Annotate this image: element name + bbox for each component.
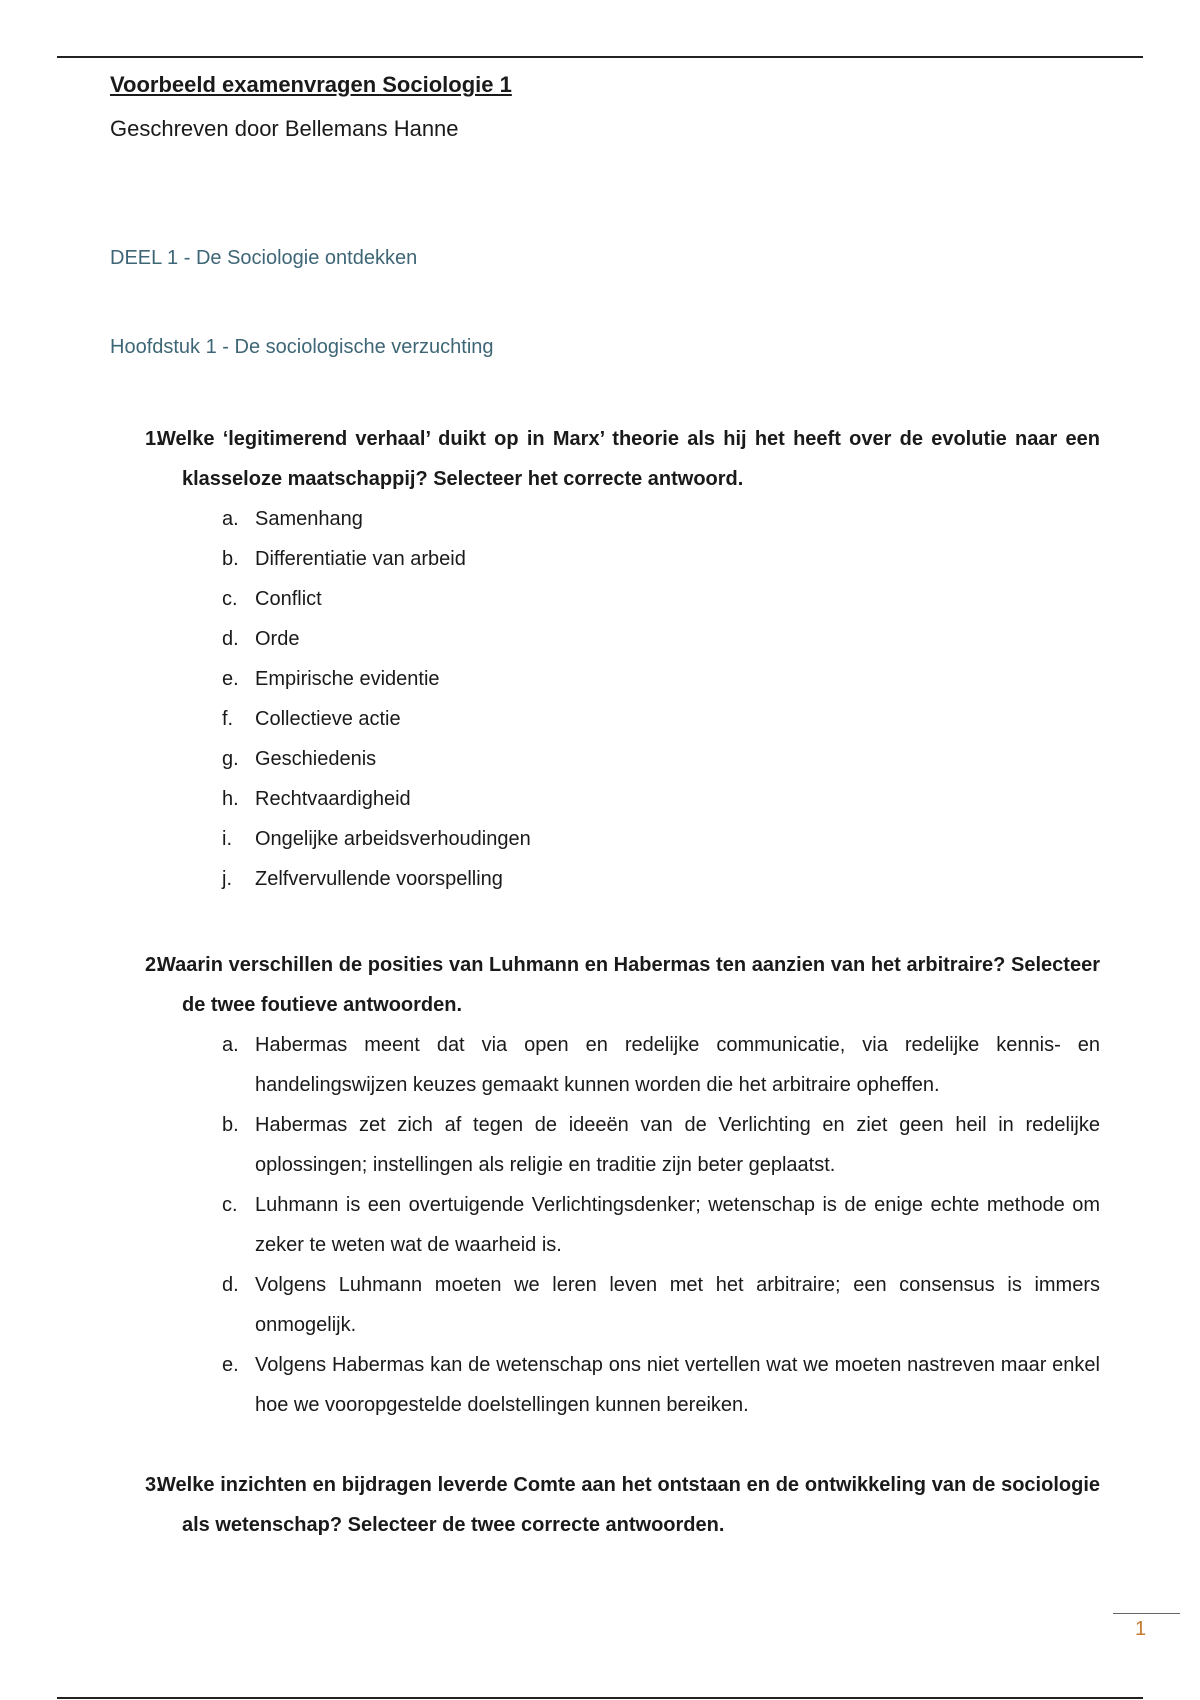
question-2 — [145, 945, 1100, 1425]
answer-letter: c. — [222, 1194, 238, 1216]
answer-letter: c. — [222, 588, 238, 610]
answer-option — [222, 499, 1100, 539]
page-number-rule — [1113, 1613, 1180, 1614]
answer-option — [222, 859, 1100, 899]
answer-option — [222, 1025, 1100, 1105]
answer-option — [222, 1345, 1100, 1425]
answer-text: Zelfvervullende voorspelling — [255, 868, 503, 890]
answer-letter: g. — [222, 748, 239, 770]
bottom-rule — [57, 1697, 1143, 1699]
answer-text: Conflict — [255, 588, 322, 610]
answer-text: Orde — [255, 628, 300, 650]
question-text: Waarin verschillen de posities van Luhmann en Habermas ten aanzien van het arbitraire? Selecteer de twee foutieve antwoorden. — [157, 954, 1100, 1016]
answer-letter: b. — [222, 1114, 239, 1136]
question-number: 3. — [145, 1474, 162, 1496]
question-number: 2. — [145, 954, 162, 976]
document-title: Voorbeeld examenvragen Sociologie 1 — [110, 72, 512, 97]
answer-letter: i. — [222, 828, 232, 850]
answer-text: Samenhang — [255, 508, 363, 530]
answer-text: Volgens Habermas kan de wetenschap ons niet vertellen wat we moeten nastreven maar enkel hoe we vooropgestelde doelstellingen kunnen bereiken. — [255, 1354, 1100, 1416]
answer-list — [222, 499, 1090, 899]
answer-letter: b. — [222, 548, 239, 570]
question-list — [110, 419, 1100, 1545]
answer-option — [222, 619, 1100, 659]
answer-text: Rechtvaardigheid — [255, 788, 411, 810]
answer-option — [222, 539, 1100, 579]
question-3 — [145, 1465, 1100, 1545]
question-text: Welke ‘legitimerend verhaal’ duikt op in Marx’ theorie als hij het heeft over de evolutie naar een klasseloze maatschappij? Selecteer het correcte antwoord. — [157, 428, 1100, 490]
document-body — [110, 70, 1100, 1545]
answer-option — [222, 1185, 1100, 1265]
question-number: 1. — [145, 428, 162, 450]
answer-letter: d. — [222, 1274, 239, 1296]
answer-letter: d. — [222, 628, 239, 650]
answer-text: Differentiatie van arbeid — [255, 548, 466, 570]
answer-text: Habermas zet zich af tegen de ideeën van de Verlichting en ziet geen heil in redelijke oplossingen; instellingen als religie en traditie zijn beter geplaatst. — [255, 1114, 1100, 1176]
answer-text: Ongelijke arbeidsverhoudingen — [255, 828, 531, 850]
answer-letter: e. — [222, 668, 239, 690]
answer-text: Empirische evidentie — [255, 668, 440, 690]
page-number: 1 — [1135, 1618, 1147, 1640]
answer-letter: j. — [222, 868, 232, 890]
answer-option — [222, 739, 1100, 779]
answer-option — [222, 699, 1100, 739]
answer-option — [222, 779, 1100, 819]
chapter-heading: Hoofdstuk 1 - De sociologische verzuchting — [110, 336, 494, 358]
answer-option — [222, 579, 1100, 619]
answer-option — [222, 659, 1100, 699]
answer-text: Geschiedenis — [255, 748, 377, 770]
top-rule — [57, 56, 1143, 58]
answer-option — [222, 819, 1100, 859]
answer-text: Luhmann is een overtuigende Verlichtingsdenker; wetenschap is de enige echte methode om zeker te weten wat de waarheid is. — [255, 1194, 1100, 1256]
question-1 — [145, 419, 1100, 899]
answer-letter: f. — [222, 708, 234, 730]
part-heading: DEEL 1 - De Sociologie ontdekken — [110, 247, 418, 269]
answer-letter: a. — [222, 508, 239, 530]
answer-letter: e. — [222, 1354, 239, 1376]
answer-letter: h. — [222, 788, 239, 810]
answer-text: Collectieve actie — [255, 708, 401, 730]
answer-list — [222, 1025, 1100, 1425]
answer-option — [222, 1265, 1100, 1345]
question-text: Welke inzichten en bijdragen leverde Comte aan het ontstaan en de ontwikkeling van de sociologie als wetenschap? Selecteer de twee correcte antwoorden. — [157, 1474, 1100, 1536]
answer-letter: a. — [222, 1034, 239, 1056]
answer-option — [222, 1105, 1100, 1185]
answer-text: Volgens Luhmann moeten we leren leven met het arbitraire; een consensus is immers onmogelijk. — [255, 1274, 1100, 1336]
author-line: Geschreven door Bellemans Hanne — [110, 116, 459, 141]
answer-text: Habermas meent dat via open en redelijke communicatie, via redelijke kennis- en handelingswijzen keuzes gemaakt kunnen worden die het arbitraire opheffen. — [255, 1034, 1100, 1096]
